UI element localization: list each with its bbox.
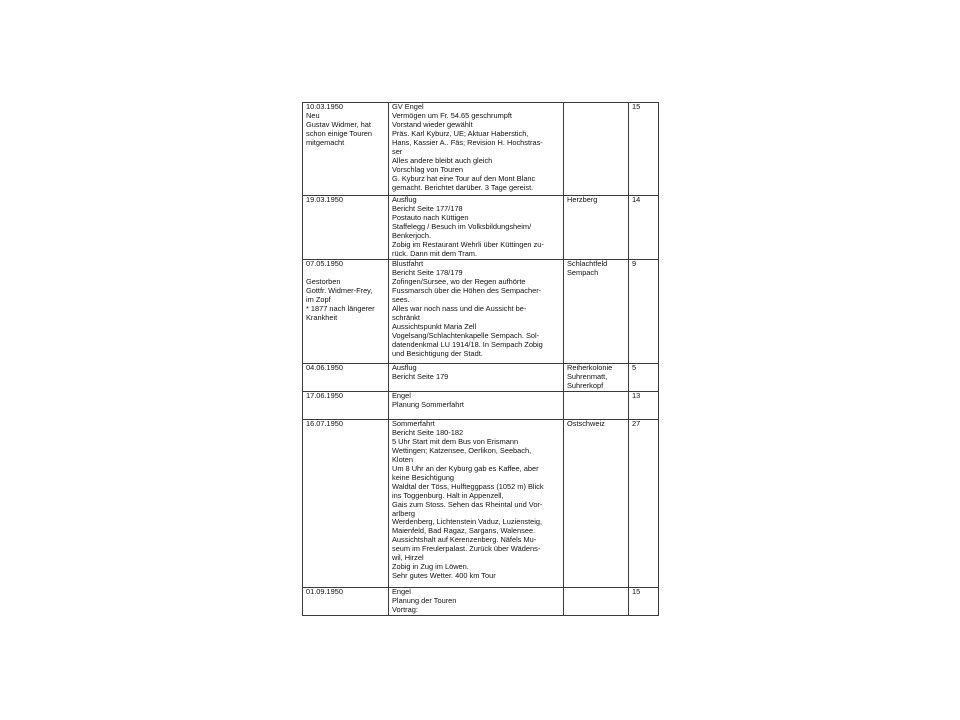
activity-line: ser — [392, 147, 403, 156]
activity-line: arlberg — [392, 509, 416, 518]
participant-count: 9 — [632, 260, 637, 268]
activity-line: keine Besichtigung — [392, 473, 455, 482]
place-cell — [564, 392, 629, 420]
activity-line: Zofingen/Sursee, wo der Regen aufhörte — [392, 277, 526, 286]
note-line — [306, 269, 386, 278]
activity-line: Sommerfahrt — [392, 420, 435, 428]
place-line: Suhrerkopf — [567, 381, 604, 390]
activity-line: Vortrag: — [392, 605, 418, 614]
activity-line: Waldtal der Töss, Hulfteggpass (1052 m) Blick — [392, 482, 544, 491]
activity-line: Alles andere bleibt auch gleich — [392, 156, 493, 165]
activity-line: Vermögen um Fr. 54.65 geschrumpft — [392, 111, 512, 120]
activity-cell — [389, 364, 564, 392]
activity-line: gemacht. Berichtet darüber. 3 Tage gereist. — [392, 183, 534, 192]
activity-line: seum im Freulerpalast. Zurück über Wädens- — [392, 545, 541, 554]
chronicle-table — [302, 102, 659, 616]
note-line: Neu — [306, 111, 320, 120]
entry-date: 10.03.1950 — [306, 103, 343, 111]
count-cell — [629, 103, 659, 196]
participant-count: 27 — [632, 420, 641, 428]
place-cell — [564, 588, 629, 616]
activity-line: Planung Sommerfahrt — [392, 400, 464, 409]
participant-count: 5 — [632, 364, 637, 372]
activity-line: Bericht Seite 179 — [392, 372, 449, 381]
activity-cell — [389, 392, 564, 420]
count-cell — [629, 588, 659, 616]
place-line: Suhrenmatt, — [567, 372, 608, 381]
entry-date: 17.06.1950 — [306, 392, 343, 400]
count-cell — [629, 196, 659, 260]
activity-cell — [389, 420, 564, 588]
activity-line: ins Toggenburg. Halt in Appenzell, — [392, 491, 504, 500]
activity-line: Bericht Seite 178/179 — [392, 268, 463, 277]
activity-line: wil, Hirzel — [392, 554, 424, 563]
note-line: schon einige Touren — [306, 129, 373, 138]
activity-line: Planung der Touren — [392, 596, 457, 605]
place-cell — [564, 260, 629, 364]
activity-line: Vorstand wieder gewählt — [392, 120, 473, 129]
date-notes-cell — [303, 588, 389, 616]
entry-date: 04.06.1950 — [306, 364, 343, 372]
activity-line: Fussmarsch über die Höhen des Sempacher- — [392, 286, 542, 295]
table-row — [303, 392, 659, 420]
note-line: Gottfr. Widmer-Frey, — [306, 286, 373, 295]
note-line: Gestorben — [306, 277, 341, 286]
activity-line: Vorschlag von Touren — [392, 165, 463, 174]
activity-line: Benkerjoch. — [392, 231, 432, 240]
activity-line: Aussichtspunkt Maria Zell — [392, 322, 477, 331]
date-notes-cell — [303, 364, 389, 392]
entry-date: 07.05.1950 — [306, 260, 343, 268]
count-cell — [629, 364, 659, 392]
note-line: Gustav Widmer, hat — [306, 120, 371, 129]
activity-cell — [389, 103, 564, 196]
activity-line: Wettingen; Katzensee, Oerlikon, Seebach, — [392, 446, 532, 455]
count-cell — [629, 392, 659, 420]
place-cell — [564, 420, 629, 588]
activity-line: Gais zum Stoss. Sehen das Rheintal und Vor- — [392, 500, 543, 509]
activity-line: Alles war noch nass und die Aussicht be- — [392, 304, 527, 313]
activity-line: Sehr gutes Wetter. 400 km Tour — [392, 572, 496, 581]
chronicle-table-body — [303, 103, 659, 616]
date-notes-cell — [303, 392, 389, 420]
activity-line: Zobig in Zug im Löwen. — [392, 563, 469, 572]
entry-date: 19.03.1950 — [306, 196, 343, 204]
activity-line: sees. — [392, 295, 410, 304]
note-line: im Zopf — [306, 295, 331, 304]
date-notes-cell — [303, 420, 389, 588]
participant-count: 15 — [632, 103, 641, 111]
table-row — [303, 260, 659, 364]
table-row — [303, 364, 659, 392]
date-notes-cell — [303, 196, 389, 260]
participant-count: 15 — [632, 588, 641, 596]
activity-line: datendenkmal LU 1914/18. In Sempach Zobig — [392, 340, 543, 349]
table-row — [303, 196, 659, 260]
activity-cell — [389, 260, 564, 364]
place-cell — [564, 364, 629, 392]
place-cell — [564, 196, 629, 260]
date-notes-cell — [303, 260, 389, 364]
activity-line: Bericht Seite 177/178 — [392, 204, 463, 213]
activity-line: Staffelegg / Besuch im Volksbildungsheim/ — [392, 222, 532, 231]
activity-line: Ausflug — [392, 196, 417, 204]
activity-line: 5 Uhr Start mit dem Bus von Erismann — [392, 437, 519, 446]
place-line: Reiherkolonie — [567, 364, 613, 372]
count-cell — [629, 420, 659, 588]
activity-line: Bericht Seite 180-182 — [392, 428, 464, 437]
activity-line: Präs. Karl Kyburz, UE; Aktuar Haberstich, — [392, 129, 529, 138]
activity-line: Maienfeld, Bad Ragaz, Sargans, Walensee. — [392, 527, 536, 536]
activity-line: Engel — [392, 588, 411, 596]
activity-cell — [389, 588, 564, 616]
note-line: Krankheit — [306, 313, 338, 322]
activity-line: und Besichtigung der Stadt. — [392, 349, 483, 358]
activity-line: GV Engel — [392, 103, 424, 111]
participant-count: 13 — [632, 392, 641, 400]
participant-count: 14 — [632, 196, 641, 204]
activity-line: Vogelsang/Schlachtenkapelle Sempach. Sol- — [392, 331, 540, 340]
place-line: Schlachtfeld — [567, 260, 608, 268]
activity-line: Hans, Kassier A.. Fäs; Revision H. Hochstras- — [392, 138, 543, 147]
entry-date: 01.09.1950 — [306, 588, 343, 596]
place-cell — [564, 103, 629, 196]
activity-cell — [389, 196, 564, 260]
activity-line: rück. Dann mit dem Tram. — [392, 249, 478, 258]
table-row — [303, 420, 659, 588]
activity-line: Postauto nach Küttigen — [392, 213, 469, 222]
activity-line: schränkt — [392, 313, 420, 322]
place-line: Sempach — [567, 268, 599, 277]
note-line: * 1877 nach längerer — [306, 304, 375, 313]
table-row — [303, 103, 659, 196]
note-line: mitgemacht — [306, 138, 345, 147]
place-line: Herzberg — [567, 196, 598, 204]
entry-date: 16.07.1950 — [306, 420, 343, 428]
table-row — [303, 588, 659, 616]
date-notes-cell — [303, 103, 389, 196]
activity-line: Ausflug — [392, 364, 417, 372]
activity-line: Engel — [392, 392, 411, 400]
activity-line: Zobig im Restaurant Wehrli über Küttingen zu- — [392, 240, 544, 249]
activity-line: Blustfahrt — [392, 260, 424, 268]
activity-line: Kloten — [392, 455, 413, 464]
place-line: Ostschweiz — [567, 420, 605, 428]
activity-line: G. Kyburz hat eine Tour auf den Mont Blanc — [392, 174, 536, 183]
activity-line: Werdenberg, Lichtenstein Vaduz, Luziensteig, — [392, 518, 543, 527]
activity-line: Um 8 Uhr an der Kyburg gab es Kaffee, aber — [392, 464, 539, 473]
activity-line: Aussichtshalt auf Kerenzenberg. Näfels Mu- — [392, 536, 537, 545]
count-cell — [629, 260, 659, 364]
